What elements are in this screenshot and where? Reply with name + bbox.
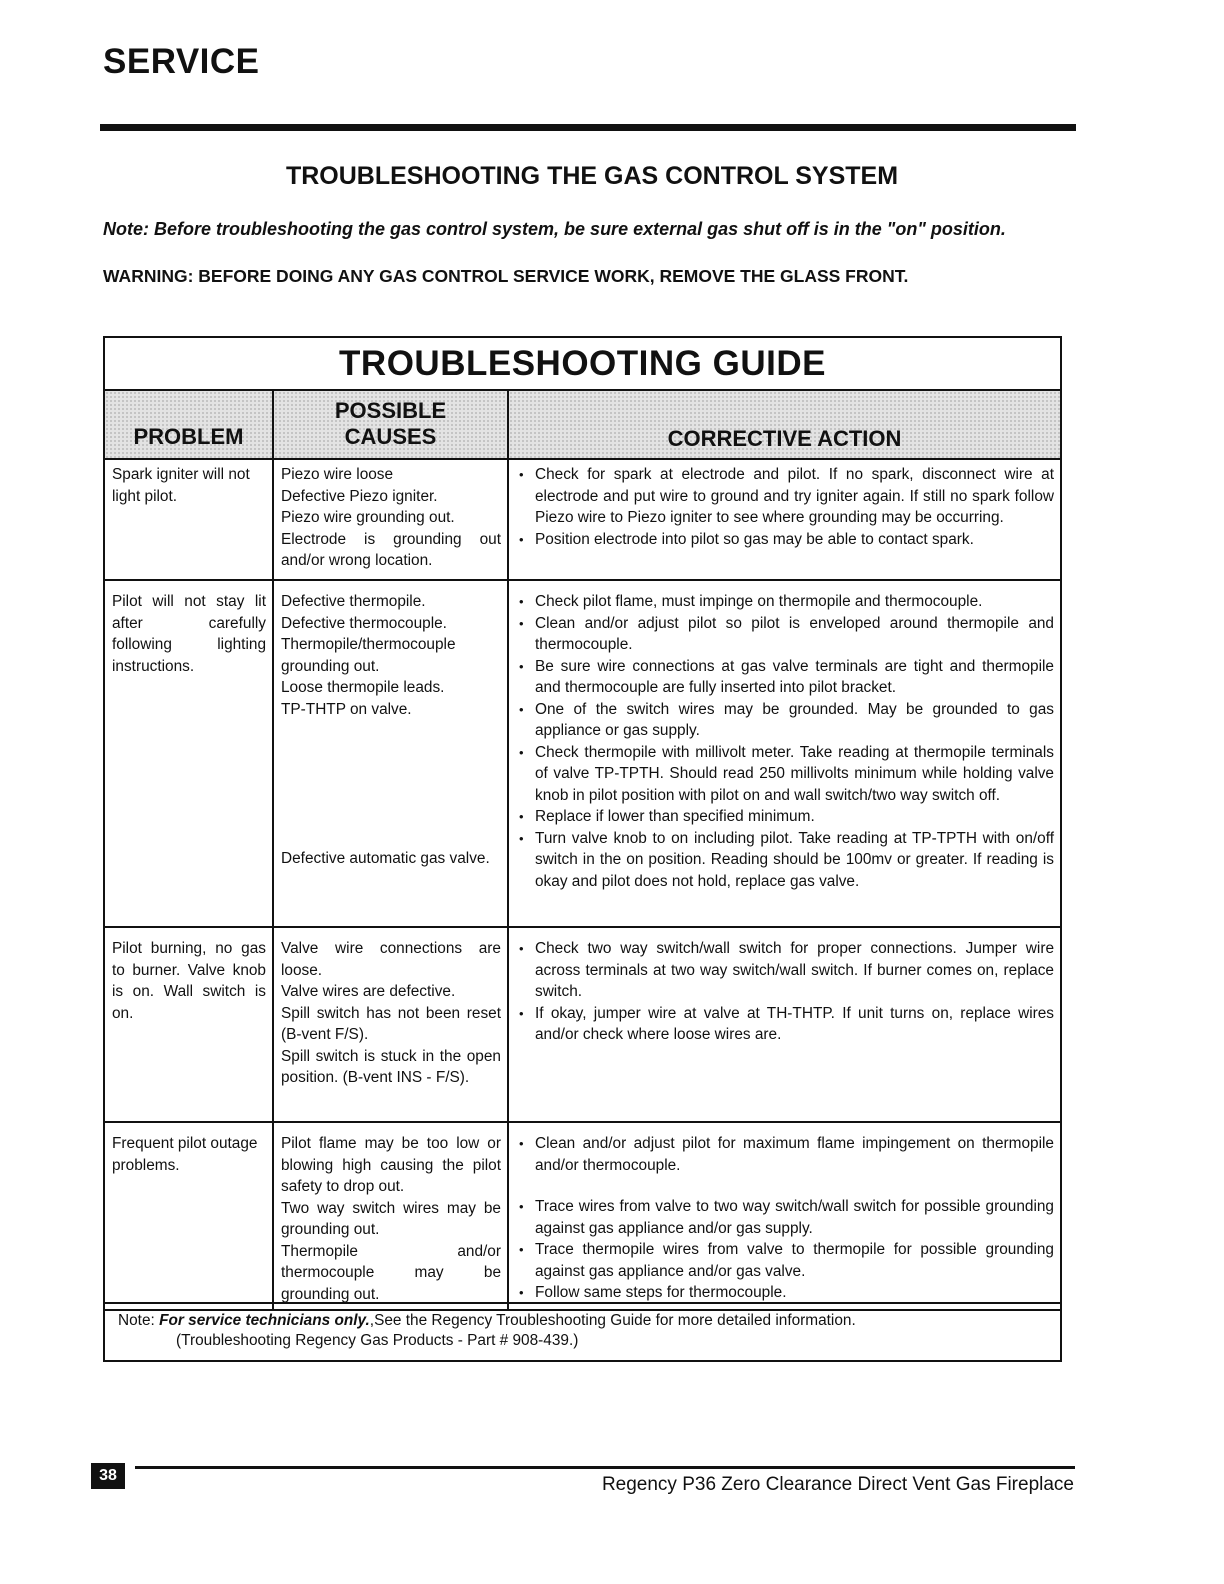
causes-cell: [273, 1122, 508, 1310]
cause-item: TP-THTP on valve.: [281, 700, 412, 718]
causes-cell: [273, 927, 508, 1122]
problem-cell: Frequent pilot outage problems.: [105, 1122, 273, 1310]
table-row: [105, 580, 1060, 927]
cause-item: Spill switch has not been reset (B-vent F/S).: [281, 1004, 501, 1043]
problem-cell: Pilot burning, no gas to burner. Valve knob is on. Wall switch is on.: [105, 927, 273, 1122]
footnote-text: ,See the Regency Troubleshooting Guide for more detailed information.: [369, 1312, 856, 1329]
cause-item: Defective Piezo igniter.: [281, 487, 438, 505]
action-item: • Clean and/or adjust pilot so pilot is enveloped around thermopile and thermocouple.: [517, 613, 1054, 656]
page-number-badge: 38: [91, 1463, 125, 1489]
table-row: [105, 1122, 1060, 1310]
guide-table: [105, 391, 1060, 1311]
troubleshooting-guide: [103, 336, 1062, 1362]
cause-item: Defective thermocouple.: [281, 614, 447, 632]
footer-text: Regency P36 Zero Clearance Direct Vent Gas Fireplace: [601, 1474, 1074, 1495]
footnote-emphasis: For service technicians only.: [159, 1312, 370, 1329]
action-item: • Position electrode into pilot so gas may be able to contact spark.: [517, 529, 1054, 551]
footer-rule: [135, 1466, 1075, 1469]
footnote-label: Note:: [118, 1312, 155, 1329]
action-item: • Replace if lower than specified minimum.: [517, 806, 1054, 828]
action-cell: [508, 1122, 1060, 1310]
footnote-line2: (Troubleshooting Regency Gas Products - Part # 908-439.): [176, 1332, 579, 1349]
cause-item: Thermopile/thermocouple grounding out.: [281, 636, 456, 675]
cause-item: Piezo wire loose: [281, 466, 394, 483]
col-header-action: CORRECTIVE ACTION: [508, 391, 1060, 459]
action-item: • Check two way switch/wall switch for proper connections. Jumper wire across terminals at two way switch/wall switch. If burner comes on, replace switch.: [517, 938, 1054, 1003]
guide-footnote: [105, 1302, 1060, 1360]
action-item: • Follow same steps for thermocouple.: [517, 1282, 1054, 1304]
section-title: SERVICE: [103, 42, 260, 81]
cause-item: Piezo wire grounding out.: [281, 509, 455, 526]
action-item: • Check for spark at electrode and pilot. If no spark, disconnect wire at electrode and put wire to ground and try igniter again. If still no spark follow Piezo wire to Piezo igniter to see where grounding may be occurring.: [517, 464, 1054, 529]
header-row: [105, 391, 1060, 459]
action-cell: [508, 580, 1060, 927]
causes-cell: [273, 580, 508, 927]
action-item: • Be sure wire connections at gas valve terminals are tight and thermopile and thermocouple are fully inserted into pilot bracket.: [517, 656, 1054, 699]
cause-item: Electrode is grounding out and/or wrong location.: [281, 530, 501, 569]
cause-item: Two way switch wires may be grounding out.: [281, 1199, 501, 1238]
problem-cell: Spark igniter will not light pilot.: [105, 459, 273, 580]
action-item: • If okay, jumper wire at valve at TH-THTP. If unit turns on, replace wires and/or check where loose wires are.: [517, 1003, 1054, 1046]
action-item: • One of the switch wires may be grounded. May be grounded to gas appliance or gas supply.: [517, 699, 1054, 742]
note-line: Note: Before troubleshooting the gas control system, be sure external gas shut off is in the "on" position.: [103, 219, 1006, 239]
cause-item: Defective thermopile.: [281, 593, 426, 610]
action-item: • Trace thermopile wires from valve to thermopile for possible grounding against gas appliance and/or gas valve.: [517, 1239, 1054, 1282]
cause-item: Pilot flame may be too low or blowing high causing the pilot safety to drop out.: [281, 1135, 501, 1195]
guide-title: TROUBLESHOOTING GUIDE: [105, 338, 1060, 391]
action-item: • Turn valve knob to on including pilot. Take reading at TP-TPTH with on/off switch in the on position. Reading should be 100mv or greater. If reading is okay and pilot does not hold, replace gas valve.: [517, 828, 1054, 893]
page-subtitle: TROUBLESHOOTING THE GAS CONTROL SYSTEM: [285, 162, 899, 190]
action-item: • Clean and/or adjust pilot for maximum flame impingement on thermopile and/or thermocouple.: [517, 1133, 1054, 1176]
cause-item: Valve wire connections are loose.: [281, 940, 501, 979]
cause-item: Thermopile and/or thermocouple may be grounding out.: [281, 1242, 501, 1303]
cause-item: Valve wires are defective.: [281, 983, 456, 1000]
action-item: • Check thermopile with millivolt meter. Take reading at thermopile terminals of valve TP-TPTH. Should read 250 millivolts minimum while holding valve knob in pilot position with pilot on and wall switch/two way switch off.: [517, 742, 1054, 807]
causes-cell: [273, 459, 508, 580]
col-header-problem: PROBLEM: [105, 391, 273, 459]
action-cell: [508, 459, 1060, 580]
action-item: • Check pilot flame, must impinge on thermopile and thermocouple.: [517, 591, 1054, 613]
cause-item: Spill switch is stuck in the open position. (B-vent INS - F/S).: [281, 1047, 501, 1086]
table-row: [105, 459, 1060, 580]
header-rule: [100, 124, 1076, 131]
warning-line: WARNING: BEFORE DOING ANY GAS CONTROL SERVICE WORK, REMOVE THE GLASS FRONT.: [103, 266, 909, 286]
table-row: [105, 927, 1060, 1122]
cause-item: Loose thermopile leads.: [281, 679, 445, 696]
cause-item: Defective automatic gas valve.: [281, 850, 490, 867]
col-header-causes: POSSIBLE CAUSES: [273, 391, 508, 459]
action-item: • Trace wires from valve to two way switch/wall switch for possible grounding against gas appliance and/or gas supply.: [517, 1196, 1054, 1239]
problem-cell: Pilot will not stay lit after carefully following lighting instructions.: [105, 580, 273, 927]
action-cell: [508, 927, 1060, 1122]
